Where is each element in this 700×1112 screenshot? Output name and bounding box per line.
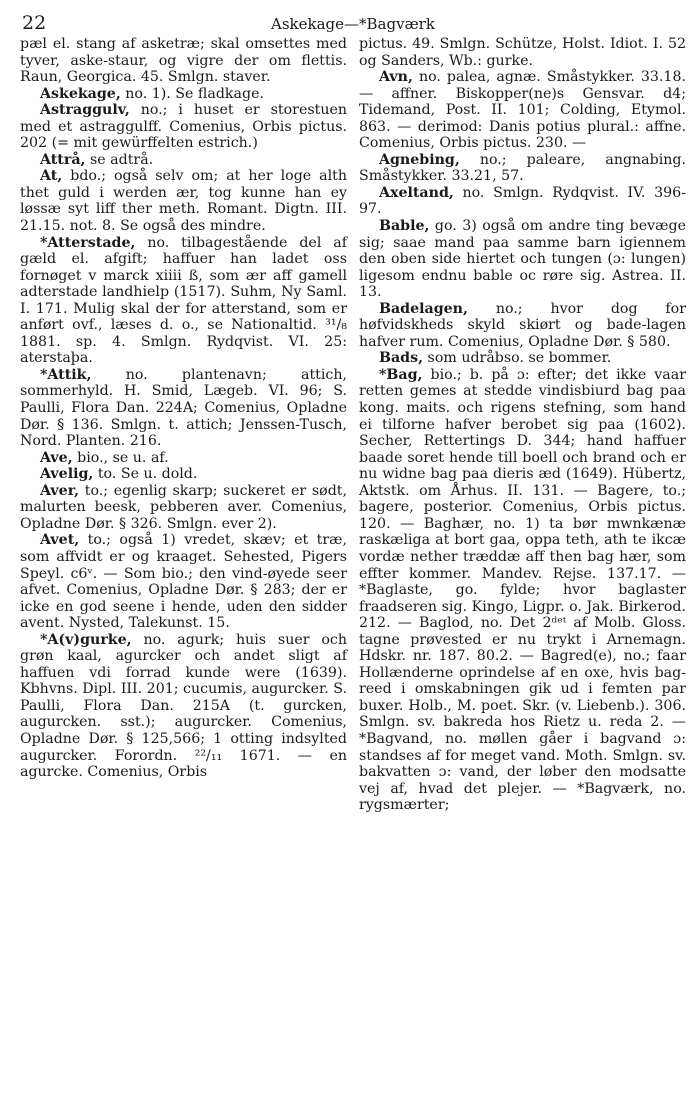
dictionary-entry (359, 350, 686, 367)
entry-headword: Askekage, (40, 85, 121, 102)
dictionary-entry (359, 152, 686, 185)
entry-headword: Bads, (379, 350, 424, 367)
entry-text: no. plantenavn; attich, sommerhyld. H. Smid, Lægeb. VI. 96; S. Paulli, Flora Dan. 224A; Comenius, Opladne Dør. § 136. Smlgn. t. attich; Jenssen-Tusch, Nord. Planten. 216. (20, 366, 347, 450)
left-column (20, 36, 347, 781)
entry-text: pæl el. stang af asketræ; skal omsettes med tyver, aske-staur, og vigre der om flettis. Raun, Georgica. 45. Smlgn. staver. (20, 36, 347, 86)
entry-text: to. Se u. dold. (93, 466, 198, 483)
dictionary-entry (20, 102, 347, 152)
dictionary-entry (20, 86, 347, 103)
page-header (20, 0, 686, 36)
entry-headword: Avet, (40, 532, 80, 549)
entry-text: no.; paleare, angnabing. Småstykker. 33.21, 57. (359, 151, 686, 185)
entry-text: no. agurk; huis suer och grøn kaal, agurcker och andet sligt af haffuen vdi forrad kunde were (1639). Kbhvns. Dipl. III. 201; cucumis, augurcker. S. Paulli, Flora Dan. 215A (t. gurcken, augurcken. sst.); augurcker. Comenius, Opladne Dør. § 125,566; 1 otting indsylted augurcker. Forordn. ²²/₁₁ 1671. — en agurcke. Comenius, Orbis (20, 631, 347, 781)
entry-headword: Ave, (40, 449, 73, 466)
dictionary-entry (20, 168, 347, 234)
dictionary-entry (359, 69, 686, 152)
entry-text: no. tilbagestående del af gæld el. afgift; haffuer han ladet oss fornøget v marck xiiii ß, som ær aff gamell adterstade landhielp (1517). Suhm, Ny Saml. I. 171. Mulig skal der for atterstand, som er anført ovf., læses d. o., se Nationaltid. ³¹/₈ 1881. sp. 4. Smlgn. Rydqvist. VI. 25: aterstaþa. (20, 234, 347, 367)
entry-text: no.; hvor dog for høfvidskheds skyld skiørt og bade-lagen hafver rum. Comenius, Opladne Dør. § 580. (359, 300, 686, 350)
entry-headword: Axeltand, (379, 184, 454, 201)
dictionary-entry (20, 632, 347, 781)
entry-text: som udråbso. se bommer. (423, 350, 612, 367)
entry-headword: *Attik, (40, 366, 92, 383)
page-number: 22 (22, 12, 47, 34)
entry-text: to.; også 1) vredet, skæv; et træ, som affvidt er og kraaget. Sehested, Pigers Speyl. c6ᵛ. — Som bio.; den vind-øyede seer afvet. Comenius, Opladne Dør. § 283; der er icke en god seene i hende, uden den sidder avent. Nysted, Talekunst. 15. (20, 532, 347, 632)
text-columns (20, 36, 686, 814)
entry-headword: Agnebing, (379, 151, 460, 168)
entry-headword: Avn, (379, 69, 413, 86)
dictionary-entry (20, 235, 347, 367)
entry-text: bdo.; også selv om; at her loge alth thet guld i werden ær, tog kunne han ey løssæ syt liff ther meth. Romant. Digtn. III. 21.15. not. 8. Se også des mindre. (20, 168, 347, 235)
entry-headword: At, (40, 168, 63, 185)
dictionary-entry (359, 301, 686, 351)
dictionary-entry (20, 152, 347, 169)
entry-text: go. 3) også om andre ting bevæge sig; saae mand paa samme barn igiennem den oben side hiertet och tungen (ɔ: lungen) ligesom endnu bable oc røre sig. Astrea. II. 13. (359, 218, 686, 301)
entry-headword: Attrå, (40, 151, 86, 168)
entry-headword: *A(v)gurke, (40, 631, 132, 648)
entry-headword: Aver, (40, 482, 80, 499)
entry-text: no. Smlgn. Rydqvist. IV. 396-97. (359, 184, 686, 218)
entry-text: pictus. 49. Smlgn. Schütze, Holst. Idiot. I. 52 og Sanders, Wb.: gurke. (359, 36, 686, 69)
entry-headword: Astraggulv, (40, 102, 130, 119)
continued-entry (20, 36, 347, 86)
entry-headword: *Atterstade, (40, 234, 136, 251)
entry-text: se adtrå. (85, 151, 154, 168)
dictionary-entry (20, 532, 347, 631)
dictionary-entry (20, 367, 347, 450)
entry-text: bio.; b. på ɔ: efter; det ikke vaar retten gemes at stedde vindisbiurd bag paa kong. maits. och rigens stefning, som hand ei tilforne hafver berobet sig paa (1602). Secher, Rettertings D. 344; hand haffuer baade soret hende till boell och brand och er nu widne bag paa dieris æd (1649). Hübertz, Aktstk. om Århus. II. 131. — Bagere, to.; bagere, posterior. Comenius, Orbis pictus. 120. — Baghær, no. 1) ta bør mwnkænæ raskæliga at bort gaa, oppa teth, ath te ikcæ vordæ nether træddæ aff then bag hær, som effter kommer. Mandev. Rejse. 137.17. — *Baglaste, go. fylde; hvor baglaster fraadseren sig. Kingo, Ligpr. o. Jak. Birkerod. 212. — Baglod, no. Det 2ᵈᵉᵗ af Molb. Gloss. tagne prøvested er nu trykt i Arnemagn. Hdskr. nr. 187. 80.2. — Bagred(e), no.; faar Hollænderne oprindelse af en oxe, hvis bag-reed i omskabningen gik ud i femten par buxer. Holb., M. poet. Skr. (v. Liebenb.). 306. Smlgn. sv. bakreda hos Rietz u. reda 2. — *Bagvand, no. møllen gåer i bagvand ɔ: standses af for meget vand. Moth. Smlgn. sv. bakvatten ɔ: vand, der løber den modsatte vej af, hvad det plejer. — *Bagværk, no. rygsmærter; (359, 366, 686, 814)
entry-headword: Avelig, (40, 466, 94, 483)
dictionary-entry (359, 218, 686, 301)
entry-headword: Bable, (379, 218, 430, 235)
dictionary-entry (20, 450, 347, 467)
dictionary-entry (359, 185, 686, 218)
entry-headword: Badelagen, (379, 300, 468, 317)
dictionary-entry (20, 483, 347, 533)
entry-text: no. 1). Se fladkage. (120, 85, 264, 102)
entry-headword: *Bag, (379, 366, 423, 383)
entry-text: no.; i huset er storestuen med et astraggulff. Comenius, Orbis pictus. 202 (= mit gewürffelten estrich.) (20, 102, 347, 152)
dictionary-entry (20, 466, 347, 483)
entry-text: bio., se u. af. (72, 449, 169, 466)
running-head: Askekage—*Bagværk (271, 15, 435, 33)
entry-text: to.; egenlig skarp; suckeret er sødt, malurten beesk, pebberen aver. Comenius, Opladne Dør. § 326. Smlgn. ever 2). (20, 482, 347, 532)
continued-entry (359, 36, 686, 69)
right-column (359, 36, 686, 814)
dictionary-entry (359, 367, 686, 814)
entry-text: no. palea, agnæ. Småstykker. 33.18. — affner. Biskopper(ne)s Gensvar. d4; Tidemand, Post. II. 101; Colding, Etymol. 863. — derimod: Danis potius plural.: affne. Comenius, Orbis pictus. 230. — (359, 69, 686, 152)
